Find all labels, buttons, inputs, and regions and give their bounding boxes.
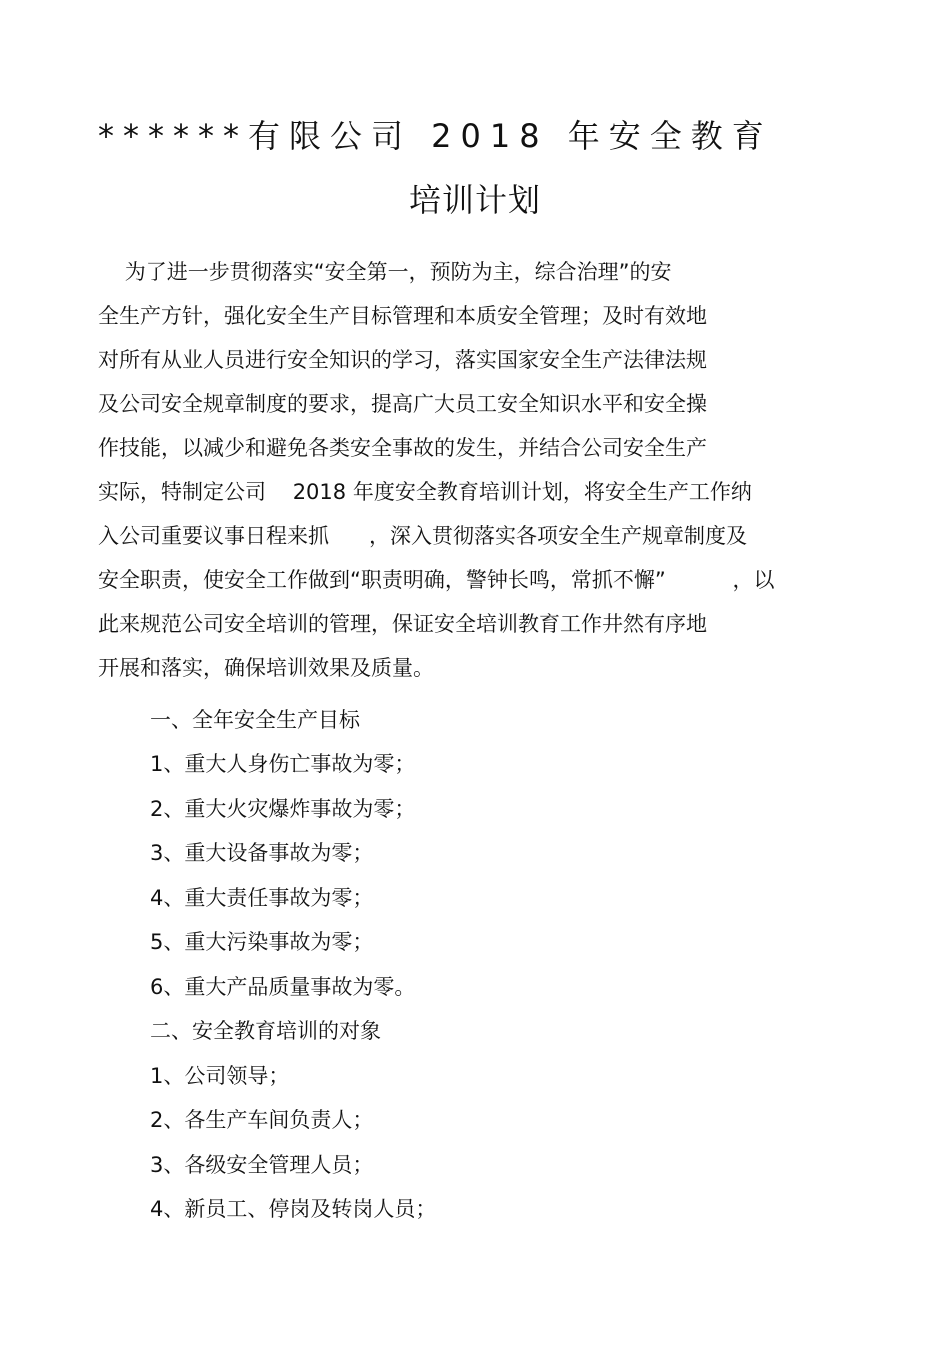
section-heading: 一、全年安全生产目标 bbox=[150, 708, 360, 732]
intro-line: 此来规范公司安全培训的管理，保证安全培训教育工作井然有序地 bbox=[98, 612, 707, 636]
list-item: 4、新员工、停岗及转岗人员； bbox=[150, 1197, 437, 1221]
list-item: 4、重大责任事故为零； bbox=[150, 886, 374, 910]
list-item: 3、重大设备事故为零； bbox=[150, 841, 374, 865]
list-item: 6、重大产品质量事故为零。 bbox=[150, 975, 416, 999]
intro-line: 为了进一步贯彻落实“安全第一，预防为主，综合治理”的安 bbox=[98, 260, 672, 284]
list-item: 5、重大污染事故为零； bbox=[150, 930, 374, 954]
list-item: 2、重大火灾爆炸事故为零； bbox=[150, 797, 416, 821]
list-item: 2、各生产车间负责人； bbox=[150, 1108, 374, 1132]
list-item: 3、各级安全管理人员； bbox=[150, 1153, 374, 1177]
list-item: 1、重大人身伤亡事故为零； bbox=[150, 752, 416, 776]
section-heading: 二、安全教育培训的对象 bbox=[150, 1019, 381, 1043]
intro-line: 入公司重要议事日程来抓 ，深入贯彻落实各项安全生产规章制度及 bbox=[98, 524, 748, 548]
intro-line: 安全职责，使安全工作做到“职责明确，警钟长鸣，常抓不懈” ，以 bbox=[98, 568, 775, 592]
document-title-line-1: ******有限公司 2018 年安全教育 bbox=[98, 117, 773, 155]
document-title-line-2: 培训计划 bbox=[408, 181, 541, 219]
intro-line: 及公司安全规章制度的要求，提高广大员工安全知识水平和安全操 bbox=[98, 392, 707, 416]
intro-line: 实际，特制定公司 2018 年度安全教育培训计划，将安全生产工作纳 bbox=[98, 480, 752, 504]
intro-line: 作技能，以减少和避免各类安全事故的发生，并结合公司安全生产 bbox=[98, 436, 707, 460]
intro-line: 开展和落实，确保培训效果及质量。 bbox=[98, 656, 434, 680]
intro-line: 对所有从业人员进行安全知识的学习，落实国家安全生产法律法规 bbox=[98, 348, 707, 372]
intro-line: 全生产方针，强化安全生产目标管理和本质安全管理；及时有效地 bbox=[98, 304, 707, 328]
list-item: 1、公司领导； bbox=[150, 1064, 290, 1088]
